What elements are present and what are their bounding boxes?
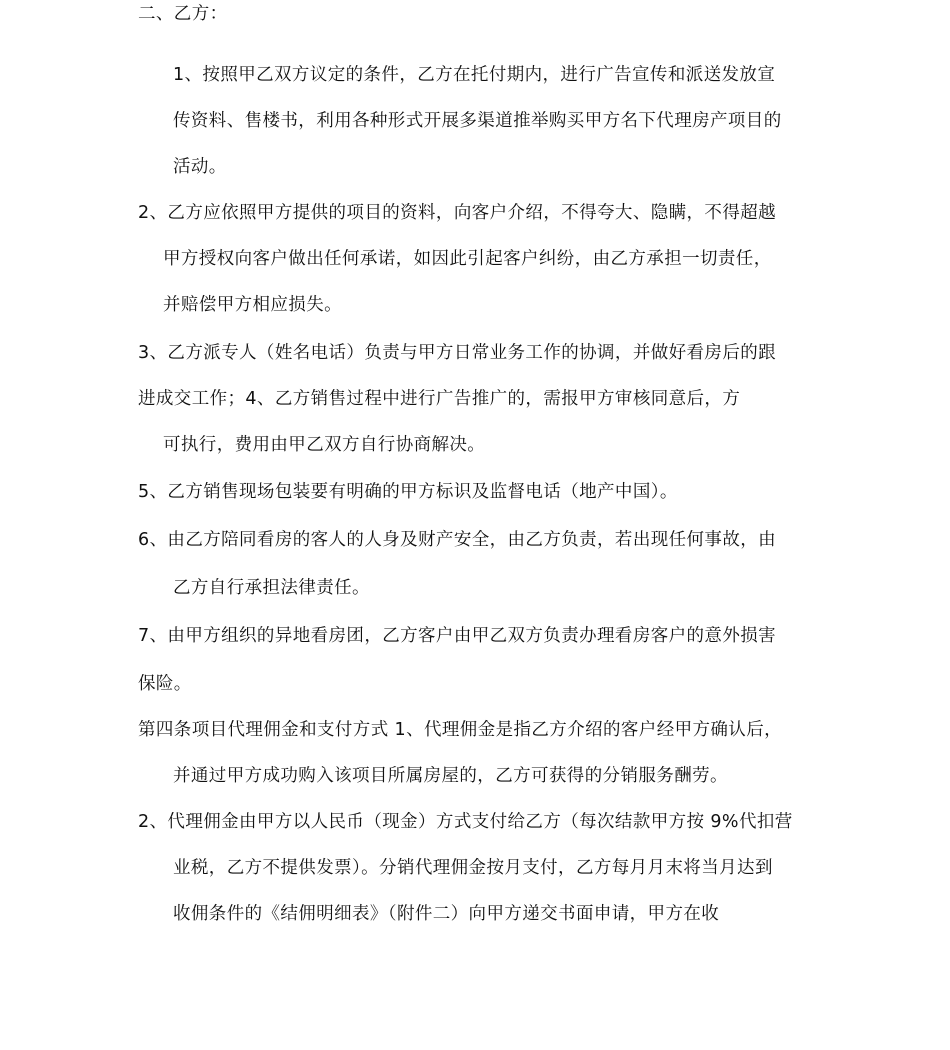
- clause-3-4-line-2: 进成交工作；4、乙方销售过程中进行广告推广的，需报甲方审核同意后，方: [138, 389, 741, 409]
- clause-7-line-1: 7、由甲方组织的异地看房团，乙方客户由甲乙双方负责办理看房客户的意外损害: [138, 626, 777, 646]
- article-4-clause-2-line-1: 2、代理佣金由甲方以人民币（现金）方式支付给乙方（每次结款甲方按 9%代扣营: [138, 812, 793, 832]
- clause-1-line-3: 活动。: [173, 157, 227, 177]
- clause-2-line-2: 甲方授权向客户做出任何承诺，如因此引起客户纠纷，由乙方承担一切责任，: [163, 249, 772, 269]
- clause-6-line-2: 乙方自行承担法律责任。: [173, 578, 370, 598]
- clause-2-line-3: 并赔偿甲方相应损失。: [163, 295, 342, 315]
- article-4-clause-2-line-2: 业税，乙方不提供发票）。分销代理佣金按月支付，乙方每月月末将当月达到: [173, 858, 773, 878]
- article-4-clause-1-line-2: 并通过甲方成功购入该项目所属房屋的，乙方可获得的分销服务酬劳。: [173, 766, 728, 786]
- clause-3-line-1: 3、乙方派专人（姓名电话）负责与甲方日常业务工作的协调，并做好看房后的跟: [138, 343, 777, 363]
- article-4-heading-line: 第四条项目代理佣金和支付方式 1、代理佣金是指乙方介绍的客户经甲方确认后，: [138, 720, 782, 740]
- clause-4-line-2: 可执行，费用由甲乙双方自行协商解决。: [163, 435, 486, 455]
- clause-5-line-1: 5、乙方销售现场包装要有明确的甲方标识及监督电话（地产中国）。: [138, 482, 678, 502]
- section-heading-party-b: 二、乙方：: [138, 4, 228, 24]
- clause-1-line-2: 传资料、售楼书，利用各种形式开展多渠道推举购买甲方名下代理房产项目的: [173, 111, 782, 131]
- clause-2-line-1: 2、乙方应依照甲方提供的项目的资料，向客户介绍，不得夸大、隐瞒，不得超越: [138, 203, 777, 223]
- article-4-clause-2-line-3: 收佣条件的《结佣明细表》（附件二）向甲方递交书面申请，甲方在收: [173, 904, 720, 924]
- clause-7-line-2: 保险。: [138, 674, 192, 694]
- clause-6-line-1: 6、由乙方陪同看房的客人的人身及财产安全，由乙方负责，若出现任何事故，由: [138, 530, 777, 550]
- clause-1-line-1: 1、按照甲乙双方议定的条件，乙方在托付期内，进行广告宣传和派送发放宣: [173, 65, 776, 85]
